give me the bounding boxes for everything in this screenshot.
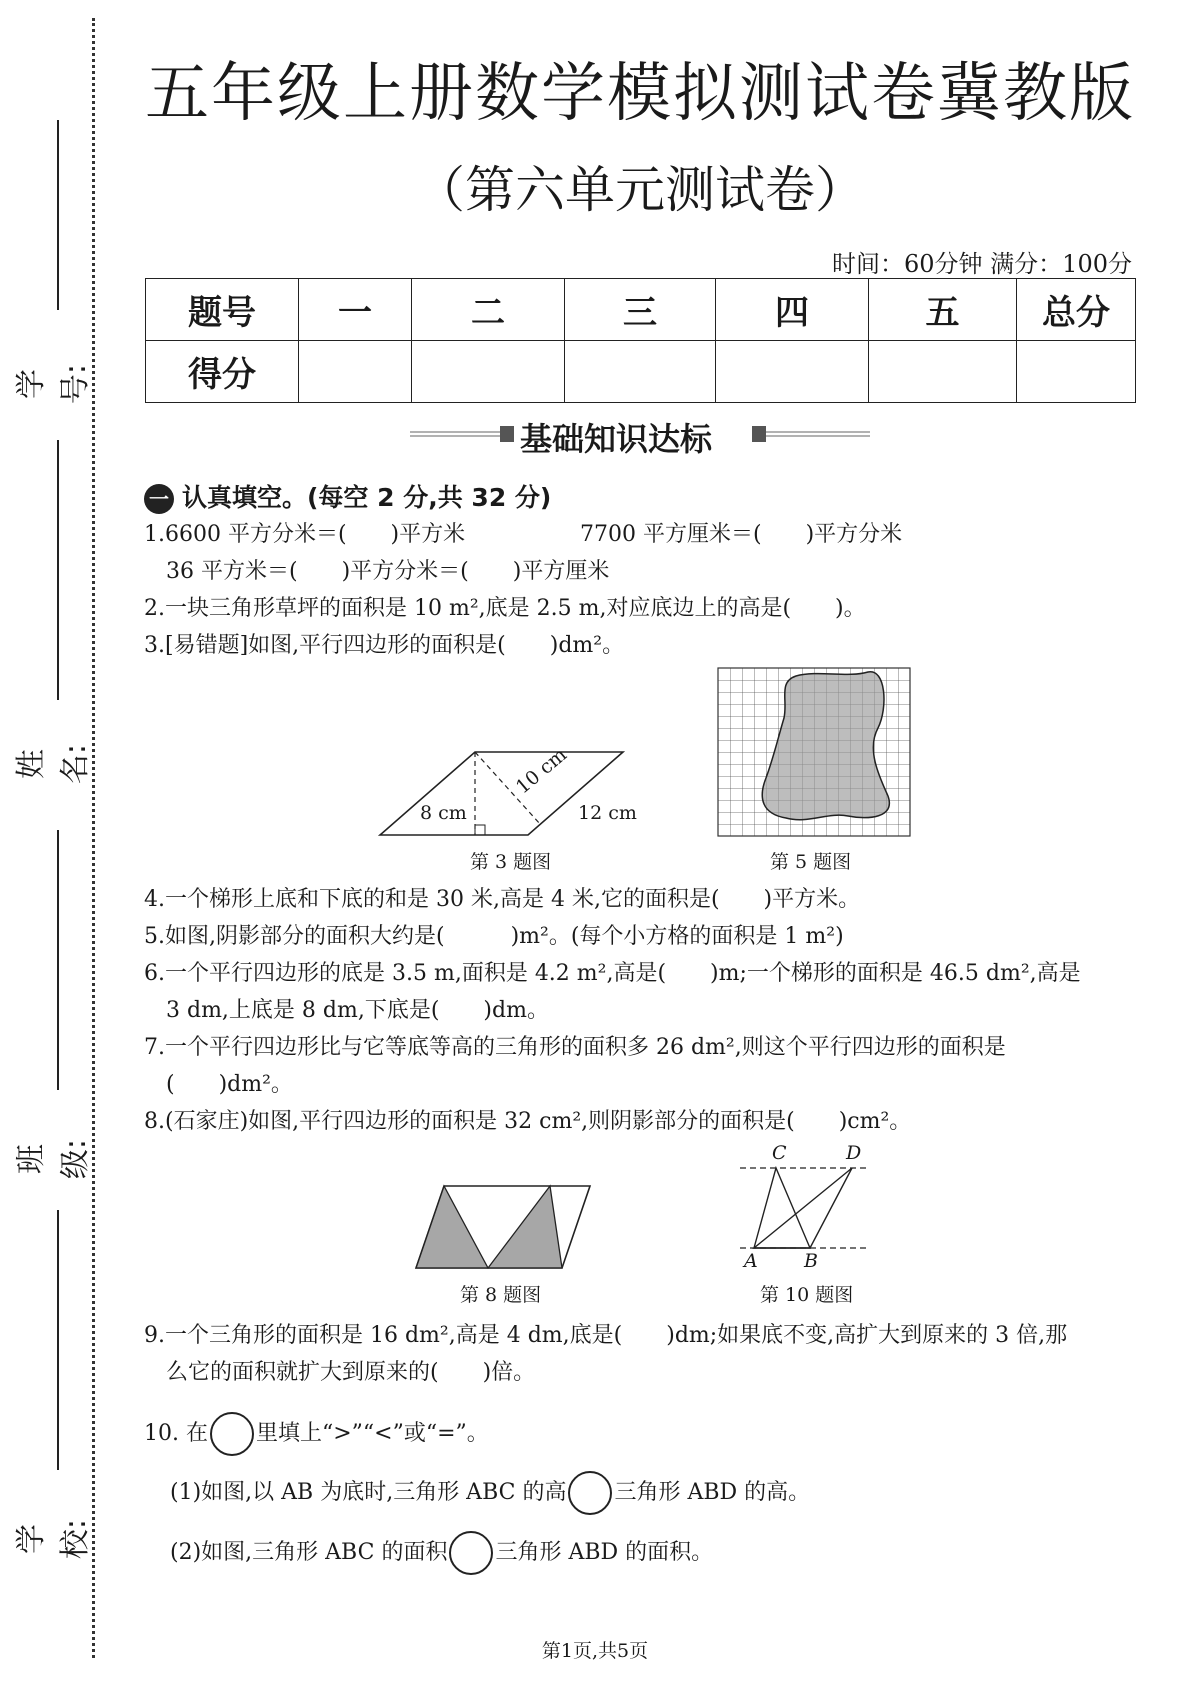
question-10-1: [170, 1471, 810, 1515]
student-id-label: 学号:: [14, 363, 93, 405]
question-10-prefix: 10. 在: [144, 1421, 208, 1446]
school-line: [57, 1210, 59, 1470]
question-1b: 7700 平方厘米＝( )平方分米: [580, 522, 903, 547]
score-header-cell: 总分: [1017, 279, 1136, 341]
question-5: 5.如图,阴影部分的面积大约是( )m²。(每个小方格的面积是 1 m²): [144, 924, 844, 949]
school-label: 学校:: [14, 1518, 93, 1560]
question-7a: 7.一个平行四边形比与它等底等高的三角形的面积多 26 dm²,则这个平行四边形的面积是: [144, 1035, 1006, 1060]
fig10-label-c: C: [772, 1142, 787, 1164]
score-header-cell: 一: [299, 279, 412, 341]
question-4: 4.一个梯形上底和下底的和是 30 米,高是 4 米,它的面积是( )平方米。: [144, 887, 861, 912]
section-heading-text: 认真填空。(每空 2 分,共 32 分): [182, 483, 552, 512]
section-number: 一: [144, 484, 174, 514]
question-1c: 36 平方米＝( )平方分米＝( )平方厘米: [166, 559, 610, 584]
page-footer: 第1页,共5页: [541, 1640, 649, 1662]
fig10-caption: 第 10 题图: [760, 1284, 854, 1306]
question-10-suffix: 里填上“>”“<”或“=”。: [255, 1421, 489, 1446]
compare-circle-1[interactable]: [568, 1471, 612, 1515]
score-header-cell: 二: [412, 279, 565, 341]
score-row-label: 得分: [146, 341, 299, 403]
name-line: [57, 440, 59, 700]
fig3-label-10cm: 10 cm: [511, 743, 572, 799]
binding-dotted-line: [92, 18, 95, 1658]
fig5-caption: 第 5 题图: [770, 851, 852, 873]
question-9a: 9.一个三角形的面积是 16 dm²,高是 4 dm,底是( )dm;如果底不变,高扩大到原来的 3 倍,那: [144, 1323, 1068, 1348]
fig8-caption: 第 8 题图: [460, 1284, 542, 1306]
score-cell[interactable]: [1017, 341, 1136, 403]
score-cell[interactable]: [565, 341, 716, 403]
score-header-cell: 三: [565, 279, 716, 341]
question-10-1-prefix: (1)如图,以 AB 为底时,三角形 ABC 的高: [170, 1480, 567, 1505]
score-cell[interactable]: [869, 341, 1017, 403]
class-line: [57, 830, 59, 1090]
question-6a: 6.一个平行四边形的底是 3.5 m,面积是 4.2 m²,高是( )m;一个梯形的面积是 46.5 dm²,高是: [144, 961, 1081, 986]
question-10-2: [170, 1531, 713, 1575]
score-cell[interactable]: [716, 341, 869, 403]
fig10-label-d: D: [846, 1142, 862, 1164]
question-10: [144, 1412, 489, 1456]
section-heading: [144, 478, 551, 514]
fig10-label-b: B: [804, 1250, 818, 1272]
page-title: 五年级上册数学模拟测试卷冀教版: [145, 57, 1135, 131]
question-3: 3.[易错题]如图,平行四边形的面积是( )dm²。: [144, 633, 625, 658]
fig10-label-a: A: [744, 1250, 758, 1272]
question-10-1-suffix: 三角形 ABD 的高。: [614, 1480, 811, 1505]
section-banner: 基础知识达标: [520, 420, 713, 458]
question-8: 8.(石家庄)如图,平行四边形的面积是 32 cm²,则阴影部分的面积是( )cm²。: [144, 1109, 912, 1134]
figure-3: [380, 740, 640, 840]
figure-8: [416, 1184, 592, 1270]
score-cell[interactable]: [412, 341, 565, 403]
question-6b: 3 dm,上底是 8 dm,下底是( )dm。: [166, 998, 549, 1023]
score-header-cell: 四: [716, 279, 869, 341]
score-header-cell: 题号: [146, 279, 299, 341]
question-9b: 么它的面积就扩大到原来的( )倍。: [166, 1360, 536, 1385]
fig3-caption: 第 3 题图: [470, 851, 552, 873]
question-7b: ( )dm²。: [166, 1072, 293, 1097]
time-info: 时间：60分钟 满分：100分: [832, 250, 1132, 278]
question-10-2-suffix: 三角形 ABD 的面积。: [495, 1540, 714, 1565]
name-label: 姓名:: [14, 743, 93, 785]
student-id-line: [57, 120, 59, 310]
figure-5: [718, 668, 910, 838]
compare-circle-example: [210, 1412, 254, 1456]
question-2: 2.一块三角形草坪的面积是 10 m²,底是 2.5 m,对应底边上的高是( )。: [144, 596, 866, 621]
compare-circle-2[interactable]: [449, 1531, 493, 1575]
question-10-2-prefix: (2)如图,三角形 ABC 的面积: [170, 1540, 448, 1565]
page-subtitle: （第六单元测试卷）: [415, 161, 865, 219]
score-header-cell: 五: [869, 279, 1017, 341]
score-table: [145, 278, 1136, 403]
score-cell[interactable]: [299, 341, 412, 403]
figure-10: [740, 1166, 870, 1250]
fig3-label-8cm: 8 cm: [420, 802, 467, 824]
question-1a: 1.6600 平方分米＝( )平方米: [144, 522, 466, 547]
class-label: 班级:: [14, 1138, 93, 1180]
fig3-label-12cm: 12 cm: [578, 802, 637, 824]
